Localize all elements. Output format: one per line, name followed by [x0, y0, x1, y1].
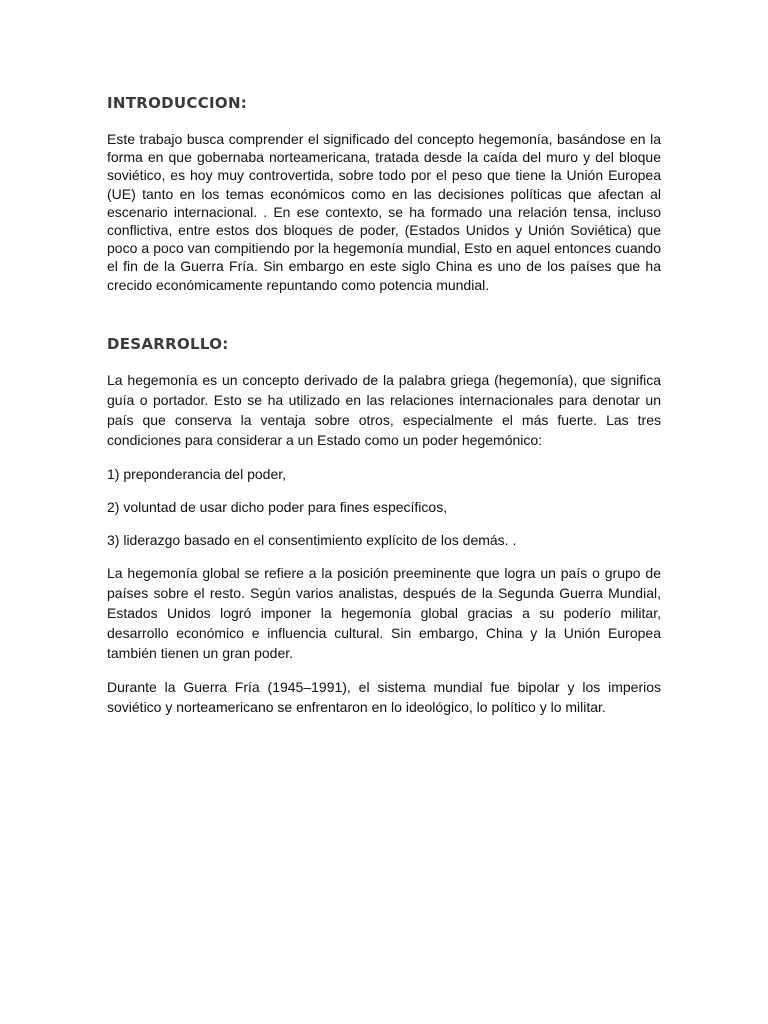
development-paragraph-3: Durante la Guerra Fría (1945–1991), el sistema mundial fue bipolar y los imperios soviético y norteamericano se enfrentaron en lo ideológico, lo político y lo militar. — [107, 678, 661, 715]
condition-list-item-3: 3) liderazgo basado en el consentimiento explícito de los demás. . — [107, 531, 517, 548]
intro-heading: INTRODUCCION: — [107, 94, 248, 112]
document-page — [107, 94, 661, 730]
development-heading: DESARROLLO: — [107, 334, 229, 353]
condition-list-item-2: 2) voluntad de usar dicho poder para fines específicos, — [107, 498, 448, 515]
development-paragraph-1: La hegemonía es un concepto derivado de la palabra griega (hegemonía), que significa guía o portador. Esto se ha utilizado en las relaciones internacionales para denotar un país que conserva la ventaja sobre otros, especialmente el más fuerte. Las tres condiciones para considerar a un Estado como un poder hegemónico: — [107, 371, 661, 449]
development-paragraph-2: La hegemonía global se refiere a la posición preeminente que logra un país o grupo de países sobre el resto. Según varios analistas, después de la Segunda Guerra Mundial, Estados Unidos logró imponer la hegemonía global gracias a su poderío militar, desarrollo económico e influencia cultural. Sin embargo, China y la Unión Europea también tienen un gran poder. — [107, 564, 661, 662]
intro-paragraph: Este trabajo busca comprender el significado del concepto hegemonía, basándose en la forma en que gobernaba norteamericana, tratada desde la caída del muro y del bloque soviético, es hoy muy controvertida, sobre todo por el peso que tiene la Unión Europea (UE) tanto en los temas económicos como en las decisiones políticas que afectan al escenario internacional. . En ese contexto, se ha formado una relación tensa, incluso conflictiva, entre estos dos bloques de poder, (Estados Unidos y Unión Soviética) que poco a poco van compitiendo por la hegemonía mundial, Esto en aquel entonces cuando el fin de la Guerra Fría. Sin embargo en este siglo China es uno de los países que ha crecido económicamente repuntando como potencia mundial. — [107, 131, 661, 293]
condition-list-item-1: 1) preponderancia del poder, — [107, 465, 287, 482]
